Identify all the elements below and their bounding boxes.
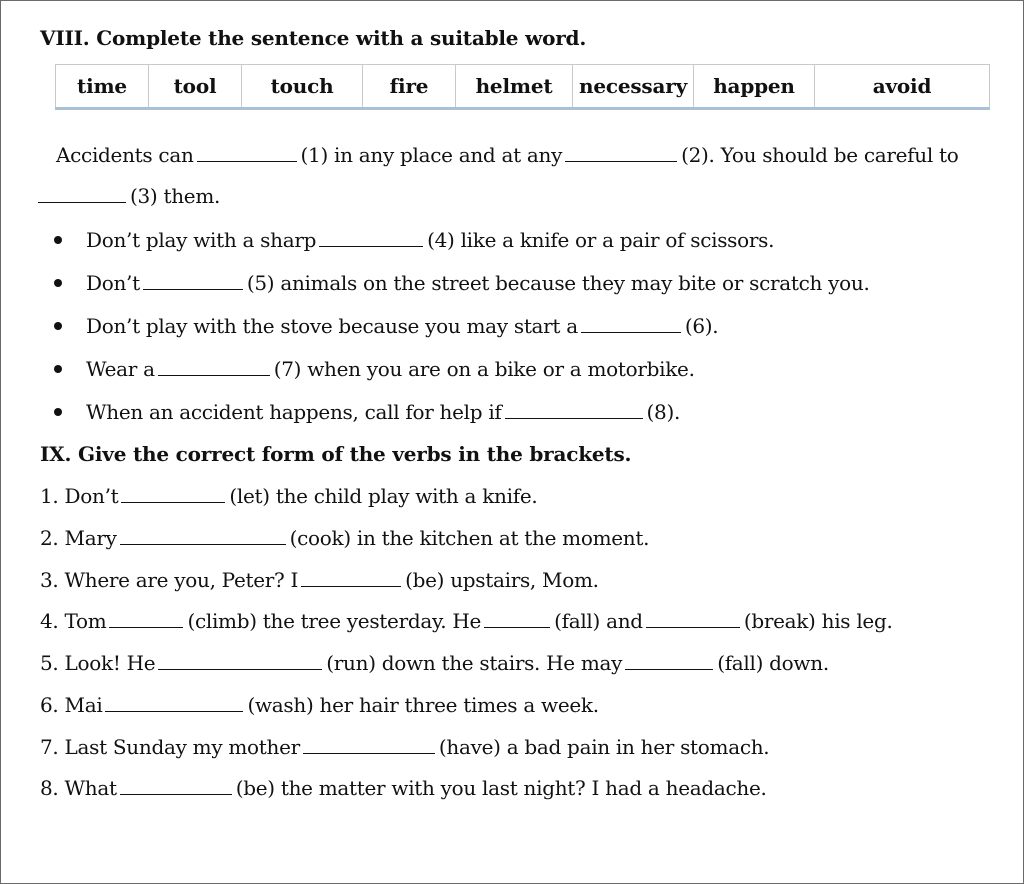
verb-blank[interactable] xyxy=(646,609,740,628)
verb-item xyxy=(40,651,829,675)
text: 4. Tom xyxy=(40,609,107,633)
word-bank-item: avoid xyxy=(815,65,990,109)
verb-item xyxy=(40,609,893,633)
text: (cook) in the kitchen at the moment. xyxy=(289,526,650,550)
blank-8[interactable] xyxy=(505,400,643,419)
section-9-title: IX. Give the correct form of the verbs in the brackets. xyxy=(40,442,632,466)
text: 5. Look! He xyxy=(40,651,156,675)
text: (have) a bad pain in her stomach. xyxy=(438,735,770,759)
word-bank-item: tool xyxy=(149,65,242,109)
text: 7. Last Sunday my mother xyxy=(40,735,300,759)
text: (7) when you are on a bike or a motorbike. xyxy=(273,357,695,381)
text: (be) upstairs, Mom. xyxy=(405,568,599,592)
text: (fall) and xyxy=(554,609,643,633)
word-bank xyxy=(55,64,990,110)
bullet-item xyxy=(86,271,870,295)
section-8-title: VIII. Complete the sentence with a suitable word. xyxy=(40,26,587,50)
text: 3. Where are you, Peter? I xyxy=(40,568,299,592)
blank-1[interactable] xyxy=(197,143,297,162)
word-bank-item: happen xyxy=(694,65,815,109)
text: Wear a xyxy=(86,357,155,381)
bullet-dot xyxy=(54,408,62,416)
bullet-item xyxy=(86,314,718,338)
text: (fall) down. xyxy=(717,651,829,675)
verb-item xyxy=(40,735,769,759)
text: 6. Mai xyxy=(40,693,103,717)
text: Don’t play with a sharp xyxy=(86,228,317,252)
word-bank-item: fire xyxy=(363,65,456,109)
text: (2). You should be careful to xyxy=(681,143,959,167)
verb-blank[interactable] xyxy=(158,651,322,670)
text: (be) the matter with you last night? I had a headache. xyxy=(235,776,767,800)
blank-5[interactable] xyxy=(143,271,243,290)
word-bank-item: helmet xyxy=(456,65,573,109)
bullet-item xyxy=(86,228,774,252)
text: (let) the child play with a knife. xyxy=(229,484,538,508)
blank-6[interactable] xyxy=(581,314,681,333)
blank-3[interactable] xyxy=(38,184,126,203)
verb-blank[interactable] xyxy=(120,526,286,545)
text: (break) his leg. xyxy=(743,609,893,633)
word-bank-item: time xyxy=(56,65,149,109)
text: (4) like a knife or a pair of scissors. xyxy=(427,228,775,252)
blank-4[interactable] xyxy=(319,228,423,247)
text: 2. Mary xyxy=(40,526,117,550)
text: (1) in any place and at any xyxy=(300,143,563,167)
text: (climb) the tree yesterday. He xyxy=(187,609,482,633)
bullet-dot xyxy=(54,322,62,330)
text: Accidents can xyxy=(56,143,194,167)
bullet-item xyxy=(86,357,695,381)
text: (8). xyxy=(646,400,681,424)
word-bank-item: touch xyxy=(242,65,363,109)
text: Don’t play with the stove because you may start a xyxy=(86,314,578,338)
bullet-dot xyxy=(54,279,62,287)
text: When an accident happens, call for help if xyxy=(86,400,502,424)
text: (run) down the stairs. He may xyxy=(326,651,623,675)
verb-item xyxy=(40,568,599,592)
verb-blank[interactable] xyxy=(301,568,401,587)
verb-blank[interactable] xyxy=(625,651,713,670)
bullet-dot xyxy=(54,236,62,244)
text: (5) animals on the street because they may bite or scratch you. xyxy=(246,271,870,295)
bullet-item xyxy=(86,400,680,424)
verb-blank[interactable] xyxy=(120,776,232,795)
verb-blank[interactable] xyxy=(484,609,550,628)
verb-item xyxy=(40,526,649,550)
verb-blank[interactable] xyxy=(109,609,183,628)
blank-7[interactable] xyxy=(158,357,270,376)
verb-blank[interactable] xyxy=(303,735,435,754)
text: (wash) her hair three times a week. xyxy=(247,693,599,717)
verb-blank[interactable] xyxy=(105,693,243,712)
blank-2[interactable] xyxy=(565,143,677,162)
text: 8. What xyxy=(40,776,117,800)
text: (3) them. xyxy=(130,184,221,208)
text: (6). xyxy=(684,314,719,338)
text: Don’t xyxy=(86,271,140,295)
word-bank-item: necessary xyxy=(573,65,694,109)
bullet-dot xyxy=(54,365,62,373)
text: 1. Don’t xyxy=(40,484,119,508)
verb-blank[interactable] xyxy=(121,484,225,503)
verb-item xyxy=(40,484,537,508)
paragraph-line-2 xyxy=(38,184,220,208)
paragraph-line-1 xyxy=(56,143,958,167)
verb-item xyxy=(40,776,767,800)
verb-item xyxy=(40,693,599,717)
